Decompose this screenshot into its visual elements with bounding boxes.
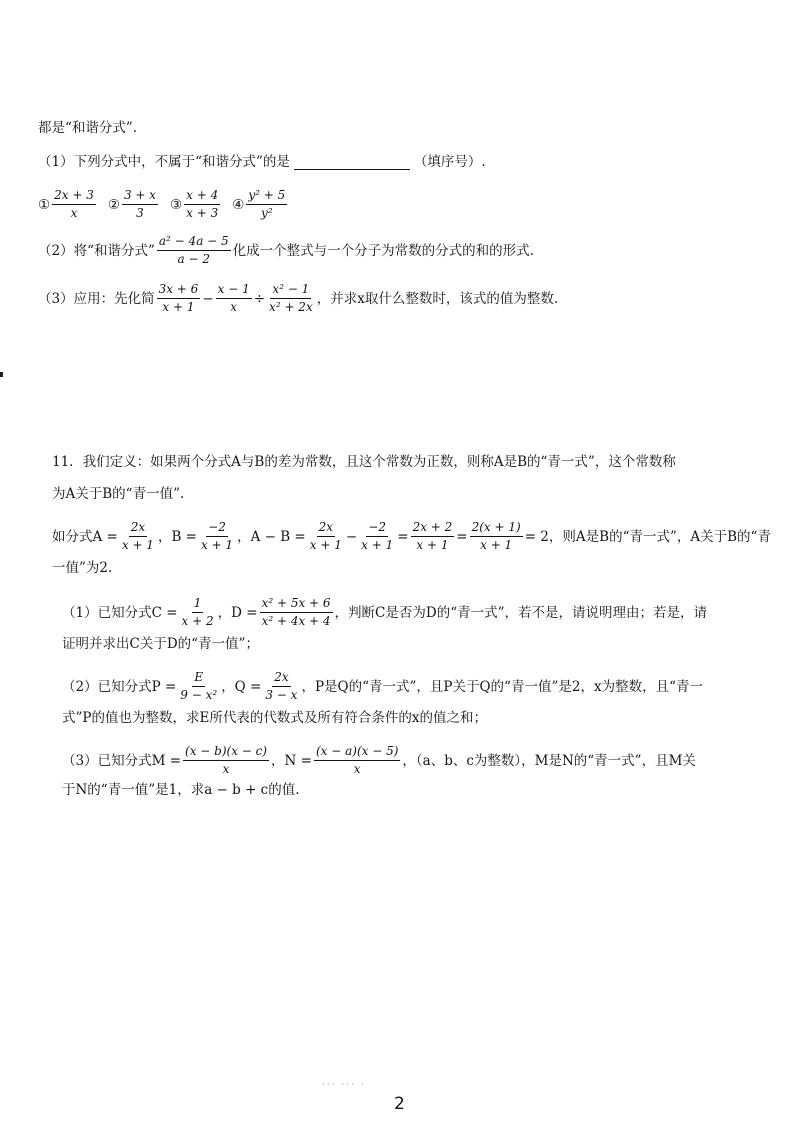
example-line-2-text: 一值”为2. [52,560,113,576]
q10-part2-pre: （2）将“和谐分式” [38,242,155,259]
q11-part1-d-fraction: $\frac{\text{x² + 5x + 6}}{\text{x² + 4x + 4}}$ [261,596,331,628]
equals-sign: = [397,528,409,545]
q11-part1-c-fraction: $\frac{1}{x + 2}$ [181,596,214,628]
q11-part2-q-fraction: $\frac{2x}{3 - x}$ [265,670,298,702]
q11-definition-text-2: 为A关于B的“青一值”. [52,486,185,502]
q11-part1-d-label: ，D = [217,604,258,621]
example-diff-fraction-3: $\frac{2x + 2}{x + 1}$ [412,520,453,552]
example-b-label: ，B = [157,528,197,545]
q11-part1-line [62,596,707,629]
q11-part2-line-2-text: 式”P的值也为整数，求E所代表的代数式及所有符合条件的x的值之和； [62,710,487,726]
q11-part3-post: ，（a、b、c为整数），M是N的“青一式”，且M关 [402,752,696,769]
example-diff-fraction-1: $\frac{2x}{x + 1}$ [309,520,342,552]
option-1-mark: ① [38,196,51,213]
q11-part3-pre: （3）已知分式M = [62,752,182,769]
example-b-fraction: $\frac{-2}{x + 1}$ [200,520,234,552]
q11-part2-pre: （2）已知分式P = [62,678,177,695]
q10-part1-tail: （填序号）. [413,154,486,170]
q10-part3-fraction-3: $\frac{\text{x² − 1}}{\text{x² + 2x}}$ [269,282,313,314]
option-3-fraction: $\frac{x + 4}{x + 3}$ [186,188,219,220]
example-pre: 如分式A = [52,528,118,545]
q10-intro-line [38,118,137,138]
minus-sign: − [345,528,358,545]
q11-part3-line [62,744,696,777]
q11-part2-post: ，P是Q的“青一式”，且P关于Q的“青一值”是2，x为整数，且“青一 [301,678,703,695]
minus-sign: − [202,290,214,307]
q10-part3-pre: （3）应用：先化简 [38,290,155,307]
q11-part2-q-label: ，Q = [221,678,262,695]
footer-faint-text: ··· ··· · [322,1080,366,1090]
q11-definition-text: 11．我们定义：如果两个分式A与B的差为常数，且这个常数为正数，则称A是B的“青一式”，这个常数称 [52,454,676,470]
q11-example-line [52,520,771,553]
answer-blank[interactable] [294,155,410,170]
q11-line-1 [52,452,676,472]
scan-speck [0,372,3,377]
example-post: = 2，则A是B的“青一式”，A关于B的“青 [524,528,771,545]
option-1-fraction: $\frac{2x + 3}{x}$ [54,188,94,220]
q11-example-line-2 [52,558,112,578]
q11-part2-line [62,670,703,703]
q10-part3-fraction-1: $\frac{3x + 6}{x + 1}$ [158,282,199,314]
q11-part1-line-2 [62,634,259,654]
q10-options-line [38,188,289,221]
option-2-mark: ② [107,196,120,213]
q10-part3-fraction-2: $\frac{x - 1}{x}$ [217,282,250,314]
q10-part3-line [38,282,558,315]
option-4-fraction: $\frac{\text{y² + 5}}{\text{y²}}$ [248,188,286,220]
q10-intro-text: 都是“和谐分式”. [38,120,138,136]
q11-part2-line-2 [62,708,487,728]
equals-sign: = [456,528,468,545]
example-diff-fraction-2: $\frac{-2}{x + 1}$ [361,520,394,552]
example-diff-fraction-4: $\frac{2(x + 1)}{x + 1}$ [471,520,521,552]
q10-part1-line [38,152,486,172]
q11-part1-line-2-text: 证明并求出C关于D的“青一值”； [62,636,259,652]
q10-part3-post: ，并求x取什么整数时，该式的值为整数. [316,290,559,307]
page-number: 2 [394,1094,405,1114]
example-diff-label: ，A − B = [237,528,306,545]
option-3-mark: ③ [170,196,183,213]
q11-line-2 [52,484,184,504]
q11-part3-n-fraction: $\frac{(x - a)(x - 5)}{x}$ [315,744,399,776]
q11-part2-p-fraction: $\frac{E}{\text{9 − x²}}$ [180,670,218,702]
q10-part2-line [38,234,534,267]
option-2-fraction: $\frac{3 + x}{3}$ [123,188,157,220]
q11-part3-line-2-text: 于N的“青一值”是1，求a − b + c的值. [62,782,300,798]
q10-part1-text: （1）下列分式中，不属于“和谐分式”的是 [38,154,290,170]
q11-part1-post: ，判断C是否为D的“青一式”，若不是，请说明理由；若是，请 [334,604,708,621]
option-4-mark: ④ [232,196,245,213]
example-a-fraction: $\frac{2x}{x + 1}$ [121,520,154,552]
q11-part3-m-fraction: $\frac{(x - b)(x - c)}{x}$ [185,744,268,776]
q10-part2-post: 化成一个整式与一个分子为常数的分式的和的形式. [232,242,534,259]
q11-part1-pre: （1）已知分式C = [62,604,178,621]
q11-part3-n-label: ，N = [271,752,312,769]
q10-part2-fraction: $\frac{\text{a² − 4a − 5}}{a - 2}$ [158,234,229,266]
q11-part3-line-2 [62,780,300,800]
divide-sign: ÷ [253,290,266,307]
